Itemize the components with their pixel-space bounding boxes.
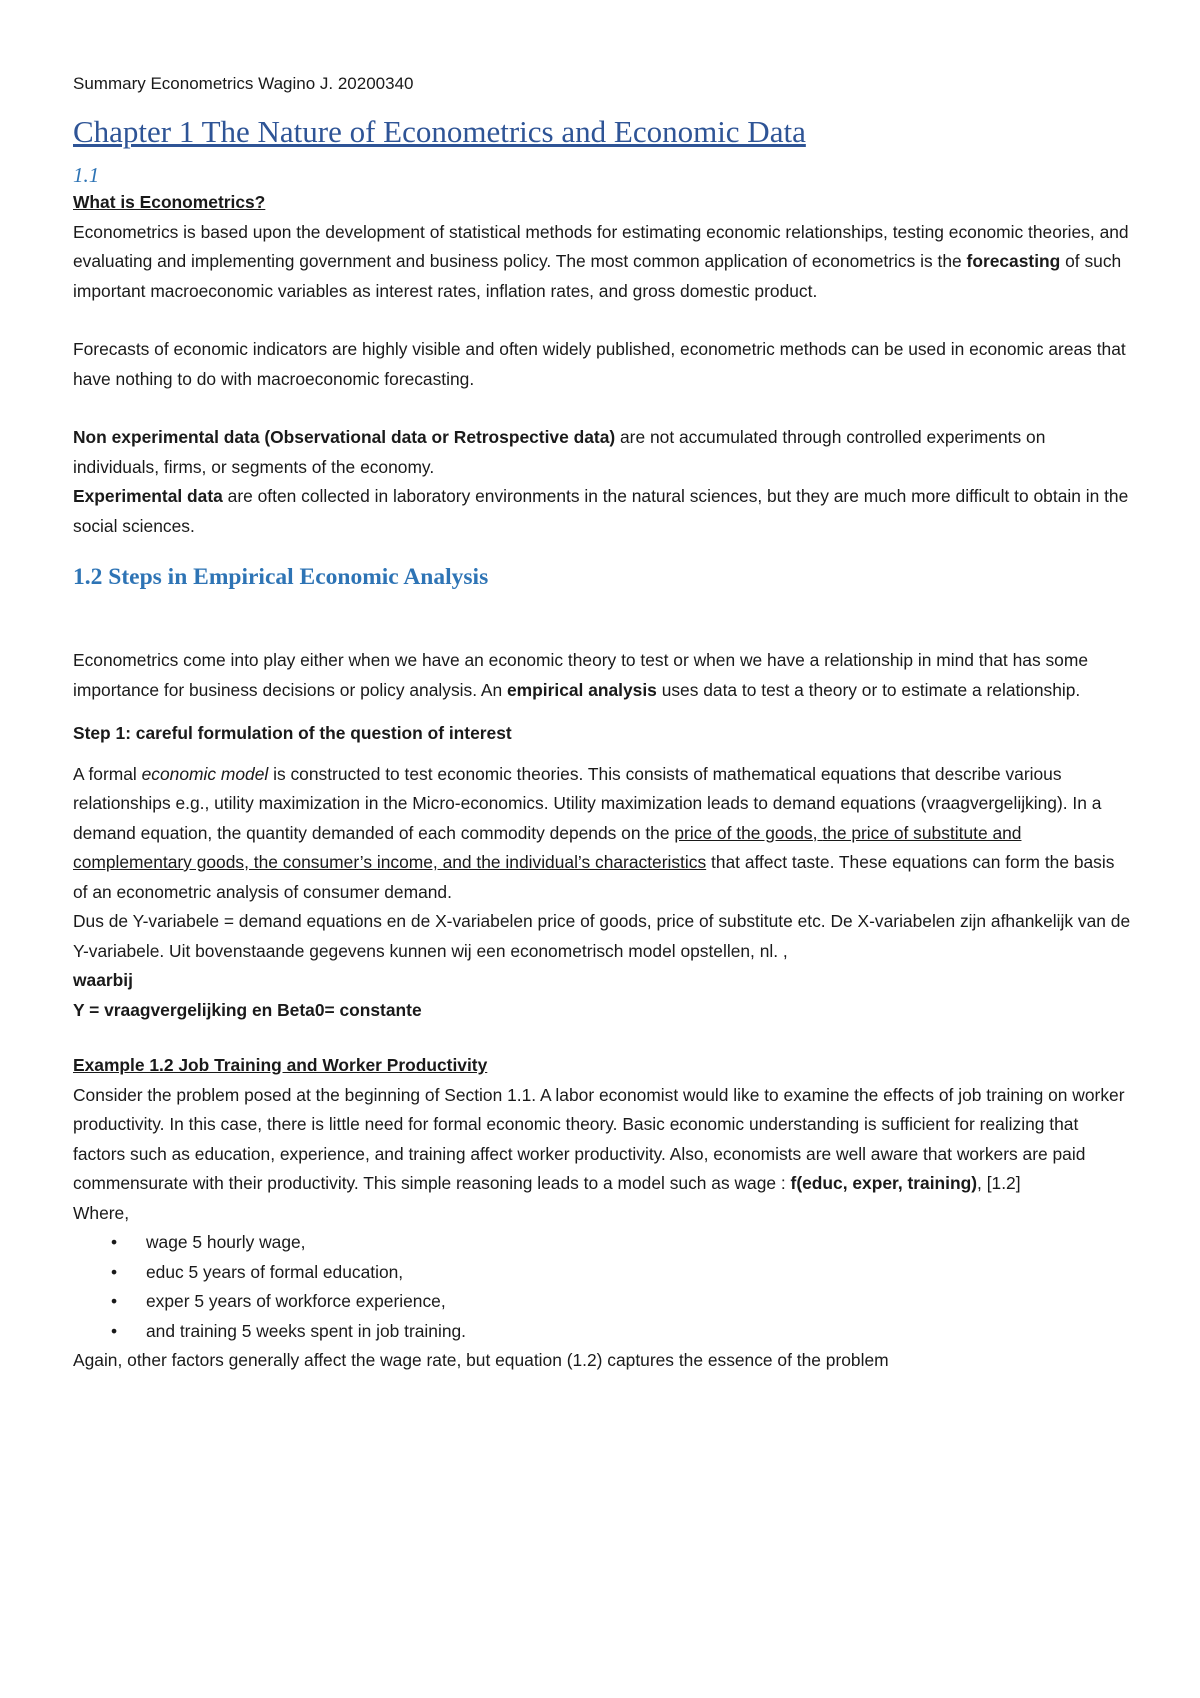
underlined-price-of-goods: price of the goods — [674, 822, 813, 843]
section-heading-1-2: 1.2 Steps in Empirical Economic Analysis — [73, 564, 489, 590]
section-question: What is Econometrics? — [73, 192, 266, 212]
text-run: Consider the problem posed at the beginning of Section 1.1. A labor economist would like to examine the effects of job training on worker productivity. In this case, there is little need for formal economic theory. Basic economic understanding is sufficient for realizing that factors such as education, experience, and training affect worker productivity. Also, economists are well aware that workers are paid commensurate with their productivity. This simple reasoning leads to a model such as wage : — [73, 1084, 1125, 1193]
chapter-title: Chapter 1 The Nature of Econometrics and Economic Data — [73, 114, 806, 149]
text-run: that affect taste. These equations can form the basis of an econometric analysis of consumer demand. — [73, 852, 1115, 902]
example-title: Example 1.2 Job Training and Worker Productivity — [73, 1055, 488, 1075]
underlined-substitute-goods: the price of substitute and complementary goods, the consumer’s income, and the individual’s characteristics — [73, 822, 1022, 872]
paragraph-dutch-explanation: Dus de Y-variabele = demand equations en de X-variabelen price of goods, price of substitute etc. De X-variabelen zijn afhankelijk van de Y-variabele. Uit bovenstaande gegevens kunnen wij een econometrisch model opstellen, nl. , — [73, 911, 1131, 961]
list-item-text: wage 5 hourly wage, — [146, 1232, 306, 1252]
paragraph-experimental-data — [73, 482, 1133, 541]
economic-model-term: economic model — [141, 763, 269, 784]
paragraph-forecasts: Forecasts of economic indicators are highly visible and often widely published, econometric methods can be used in economic areas that have nothing to do with macroeconomic forecasting. — [73, 339, 1126, 389]
spacer — [73, 394, 1133, 423]
list-item-text: and training 5 weeks spent in job training. — [146, 1320, 466, 1341]
bullet-icon: • — [111, 1320, 118, 1341]
document-content — [73, 70, 1133, 1376]
waarbij-label: waarbij — [73, 970, 133, 990]
list-item — [73, 1287, 1133, 1317]
variable-list — [73, 1228, 1133, 1346]
paragraph-closing: Again, other factors generally affect the wage rate, but equation (1.2) captures the essence of the problem — [73, 1350, 889, 1370]
empirical-analysis-term: empirical analysis — [507, 679, 657, 700]
list-item — [73, 1317, 1133, 1347]
text-run: A formal — [73, 763, 142, 784]
list-item — [73, 1228, 1133, 1258]
text-run: are not accumulated through controlled experiments on individuals, firms, or segments of the economy. — [73, 427, 1046, 477]
text-run: of such important macroeconomic variables as interest rates, inflation rates, and gross domestic product. — [73, 251, 1122, 301]
non-experimental-term: Non experimental data (Observational data or Retrospective data) — [73, 427, 616, 447]
y-definition: Y = vraagvergelijking en Beta0= constante — [73, 999, 422, 1020]
bullet-icon: • — [111, 1261, 118, 1282]
bullet-icon: • — [111, 1232, 118, 1252]
model-function: f(educ, exper, training) — [790, 1173, 978, 1193]
step-1-heading: Step 1: careful formulation of the question of interest — [73, 723, 512, 743]
paragraph-example-body — [73, 1081, 1133, 1199]
text-run: , [1.2] — [977, 1173, 1021, 1193]
where-label: Where, — [73, 1202, 130, 1223]
list-item-text: educ 5 years of formal education, — [146, 1261, 404, 1282]
list-item — [73, 1258, 1133, 1288]
paragraph-econometrics-play — [73, 646, 1133, 705]
bullet-icon: • — [111, 1291, 118, 1311]
paragraph-econometrics-definition — [73, 218, 1133, 307]
text-run: uses data to test a theory or to estimate a relationship. — [656, 679, 1081, 700]
text-run: are often collected in laboratory environments in the natural sciences, but they are much more difficult to obtain in the social sciences. — [73, 486, 1129, 536]
forecasting-term: forecasting — [966, 251, 1061, 271]
section-number-1-1: 1.1 — [73, 163, 100, 187]
experimental-term: Experimental data — [73, 486, 223, 506]
summary-header: Summary Econometrics Wagino J. 20200340 — [73, 74, 414, 93]
text-run: Econometrics is based upon the development of statistical methods for estimating economic relationships, testing economic theories, and evaluating and implementing government and business policy. The most common application of econometrics is the — [73, 221, 1129, 271]
spacer — [73, 306, 1133, 335]
list-item-text: exper 5 years of workforce experience, — [146, 1291, 446, 1311]
paragraph-economic-model — [73, 760, 1133, 908]
underlined-separator: , — [812, 822, 823, 843]
paragraph-non-experimental-data — [73, 423, 1133, 482]
text-run: Econometrics come into play either when we have an economic theory to test or when we have a relationship in mind that has some importance for business decisions or policy analysis. An — [73, 650, 1088, 700]
text-run: is constructed to test economic theories. This consists of mathematical equations that describe various relationships e.g., utility maximization in the Micro-economics. Utility maximization leads to demand equations (vraagvergelijking). In a demand equation, the quantity demanded of each commodity depends on the — [73, 763, 1102, 843]
